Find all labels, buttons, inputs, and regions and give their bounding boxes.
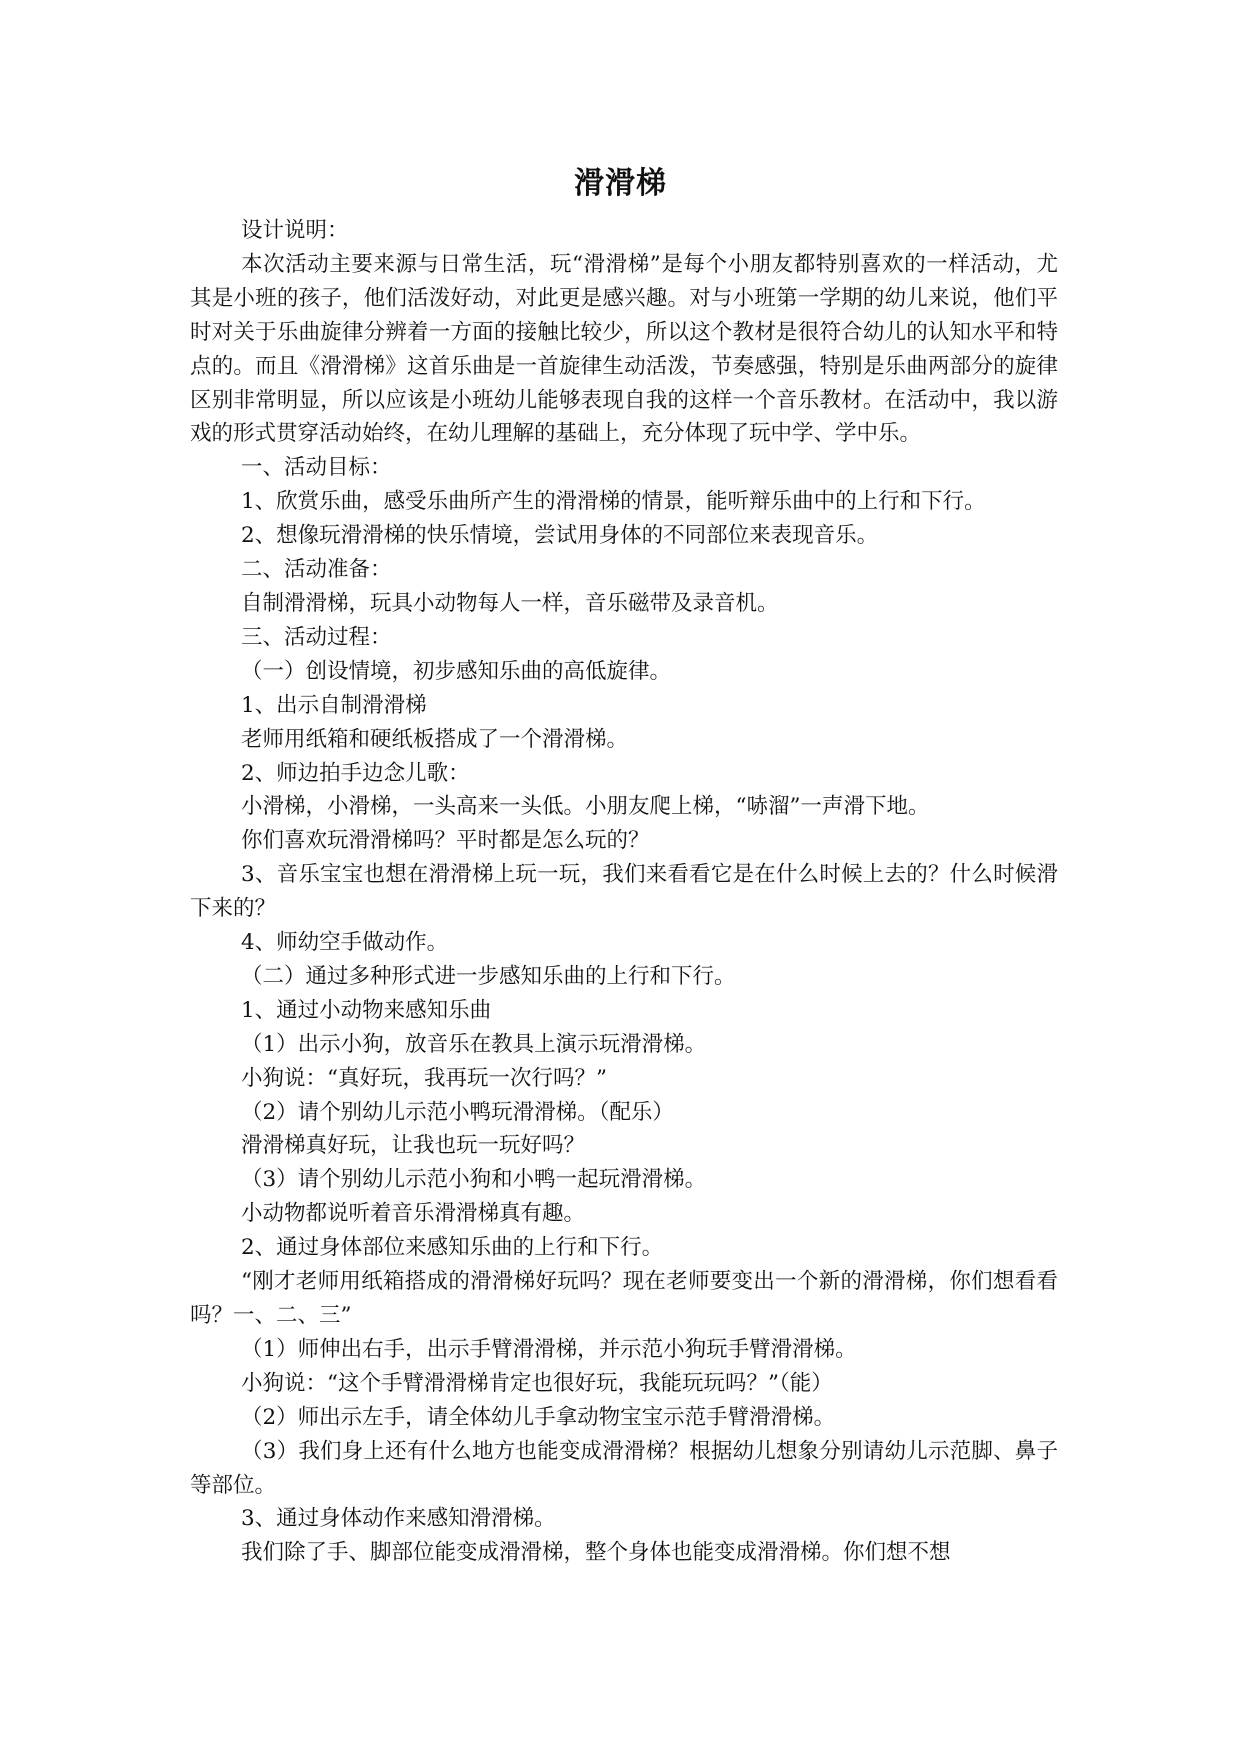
paragraph: 1、欣赏乐曲，感受乐曲所产生的滑滑梯的情景，能听辩乐曲中的上行和下行。 [241,489,986,515]
paragraph: 1、出示自制滑滑梯 [241,692,427,718]
paragraph: （1）出示小狗，放音乐在教具上演示玩滑滑梯。 [241,1031,707,1057]
paragraph: （二）通过多种形式进一步感知乐曲的上行和下行。 [241,963,736,989]
paragraph: 小动物都说听着音乐滑滑梯真有趣。 [241,1201,586,1227]
document-body [190,214,1058,1570]
paragraph: 设计说明： [241,218,349,243]
paragraph: 4、师幼空手做动作。 [241,930,449,956]
paragraph: （2）请个别幼儿示范小鸭玩滑滑梯。（配乐） [241,1099,674,1125]
section-heading: 一、活动目标： [241,455,392,481]
section-heading: 二、活动准备： [241,557,392,583]
paragraph: 2、通过身体部位来感知乐曲的上行和下行。 [241,1235,664,1261]
document-title: 滑滑梯 [574,166,667,201]
paragraph: 老师用纸箱和硬纸板搭成了一个滑滑梯。 [241,726,629,752]
paragraph: （1）师伸出右手，出示手臂滑滑梯，并示范小狗玩手臂滑滑梯。 [241,1336,857,1362]
paragraph: （3）请个别幼儿示范小狗和小鸭一起玩滑滑梯。 [241,1167,707,1193]
paragraph: 1、通过小动物来感知乐曲 [241,997,492,1023]
paragraph: 小狗说：“这个手臂滑滑梯肯定也很好玩，我能玩玩吗？”（能） [241,1370,833,1396]
paragraph: 本次活动主要来源与日常生活，玩“滑滑梯”是每个小朋友都特别喜欢的一样活动，尤其是小班的孩子，他们活泼好动，对此更是感兴趣。对与小班第一学期的幼儿来说，他们平时对关于乐曲旋律分辨着一方面的接触比较少，所以这个教材是很符合幼儿的认知水平和特点的。而且《滑滑梯》这首乐曲是一首旋律生动活泼，节奏感强，特别是乐曲两部分的旋律区别非常明显，所以应该是小班幼儿能够表现自我的这样一个音乐教材。在活动中，我以游戏的形式贯穿活动始终，在幼儿理解的基础上，充分体现了玩中学、学中乐。 [190,251,1058,447]
paragraph: 自制滑滑梯，玩具小动物每人一样，音乐磁带及录音机。 [241,590,779,616]
paragraph: （一）创设情境，初步感知乐曲的高低旋律。 [241,658,672,684]
paragraph: 2、想像玩滑滑梯的快乐情境，尝试用身体的不同部位来表现音乐。 [241,523,879,549]
paragraph: （3）我们身上还有什么地方也能变成滑滑梯？根据幼儿想象分别请幼儿示范脚、鼻子等部位。 [190,1438,1058,1498]
paragraph: 小滑梯，小滑梯，一头高来一头低。小朋友爬上梯，“哧溜”一声滑下地。 [241,794,930,820]
paragraph: （2）师出示左手，请全体幼儿手拿动物宝宝示范手臂滑滑梯。 [241,1404,836,1430]
paragraph: 你们喜欢玩滑滑梯吗？平时都是怎么玩的？ [241,828,650,854]
paragraph: 2、师边拍手边念儿歌： [241,760,470,786]
section-heading: 三、活动过程： [241,624,392,650]
paragraph: 3、音乐宝宝也想在滑滑梯上玩一玩，我们来看看它是在什么时候上去的？什么时候滑下来的？ [190,862,1058,922]
paragraph: 滑滑梯真好玩，让我也玩一玩好吗？ [241,1133,586,1159]
paragraph: 小狗说：“真好玩，我再玩一次行吗？” [241,1065,607,1091]
paragraph: 3、通过身体动作来感知滑滑梯。 [241,1506,556,1532]
paragraph: “刚才老师用纸箱搭成的滑滑梯好玩吗？现在老师要变出一个新的滑滑梯，你们想看看吗？一、二、三” [190,1269,1058,1328]
paragraph: 我们除了手、脚部位能变成滑滑梯，整个身体也能变成滑滑梯。你们想不想 [241,1540,951,1566]
